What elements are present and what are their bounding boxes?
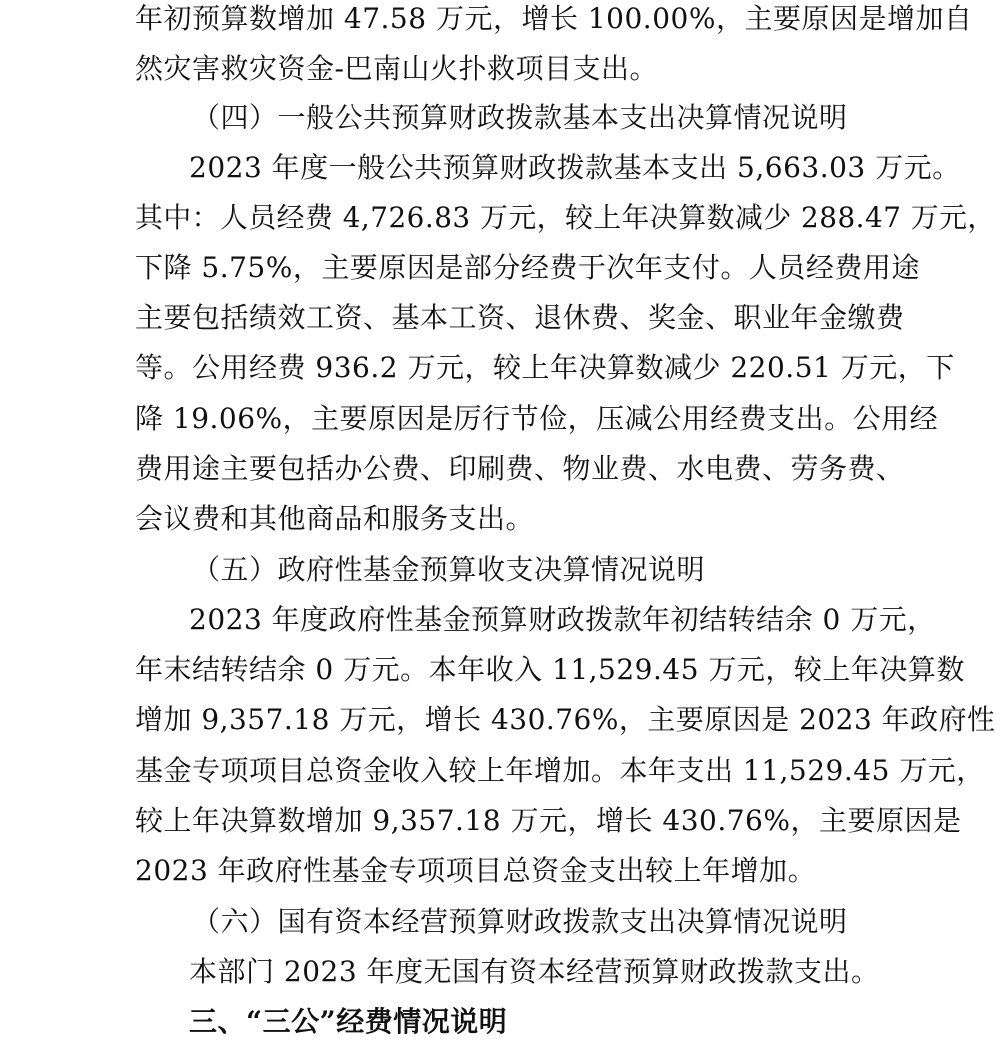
chapter-heading: 三、“三公”经费情况说明 xyxy=(189,1005,508,1038)
body-text-line: 然灾害救灾资金-巴南山火扑救项目支出。 xyxy=(135,52,658,85)
body-text-line: 本部门 2023 年度无国有资本经营预算财政拨款支出。 xyxy=(189,955,880,988)
body-text-line: 2023 年度政府性基金预算财政拨款年初结转结余 0 万元， xyxy=(189,603,936,636)
body-text-line: 2023 年度一般公共预算财政拨款基本支出 5,663.03 万元。 xyxy=(189,151,961,184)
section-heading: （六）国有资本经营预算财政拨款支出决算情况说明 xyxy=(192,905,848,938)
body-text-line: 年初预算数增加 47.58 万元，增长 100.00%，主要原因是增加自 xyxy=(135,2,973,35)
body-text-line: 增加 9,357.18 万元，增长 430.76%，主要原因是 2023 年政府性 xyxy=(135,703,996,736)
body-text-line: 会议费和其他商品和服务支出。 xyxy=(135,502,535,535)
body-text-line: 降 19.06%，主要原因是厉行节俭，压减公用经费支出。公用经 xyxy=(135,402,939,435)
body-text-line: 下降 5.75%，主要原因是部分经费于次年支付。人员经费用途 xyxy=(135,251,920,284)
section-heading: （四）一般公共预算财政拨款基本支出决算情况说明 xyxy=(192,101,848,134)
body-text-line: 主要包括绩效工资、基本工资、退休费、奖金、职业年金缴费 xyxy=(135,301,905,334)
body-text-line: 较上年决算数增加 9,357.18 万元，增长 430.76%，主要原因是 xyxy=(135,804,962,837)
section-heading: （五）政府性基金预算收支决算情况说明 xyxy=(192,553,706,586)
body-text-line: 等。公用经费 936.2 万元，较上年决算数减少 220.51 万元，下 xyxy=(135,351,955,384)
body-text-line: 费用途主要包括办公费、印刷费、物业费、水电费、劳务费、 xyxy=(135,452,905,485)
body-text-line: 2023 年政府性基金专项项目总资金支出较上年增加。 xyxy=(135,854,817,887)
body-text-line: 其中：人员经费 4,726.83 万元，较上年决算数减少 288.47 万元， xyxy=(135,201,996,234)
body-text-line: 基金专项项目总资金收入较上年增加。本年支出 11,529.45 万元， xyxy=(135,754,985,787)
body-text-line: 年末结转结余 0 万元。本年收入 11,529.45 万元，较上年决算数 xyxy=(135,653,965,686)
